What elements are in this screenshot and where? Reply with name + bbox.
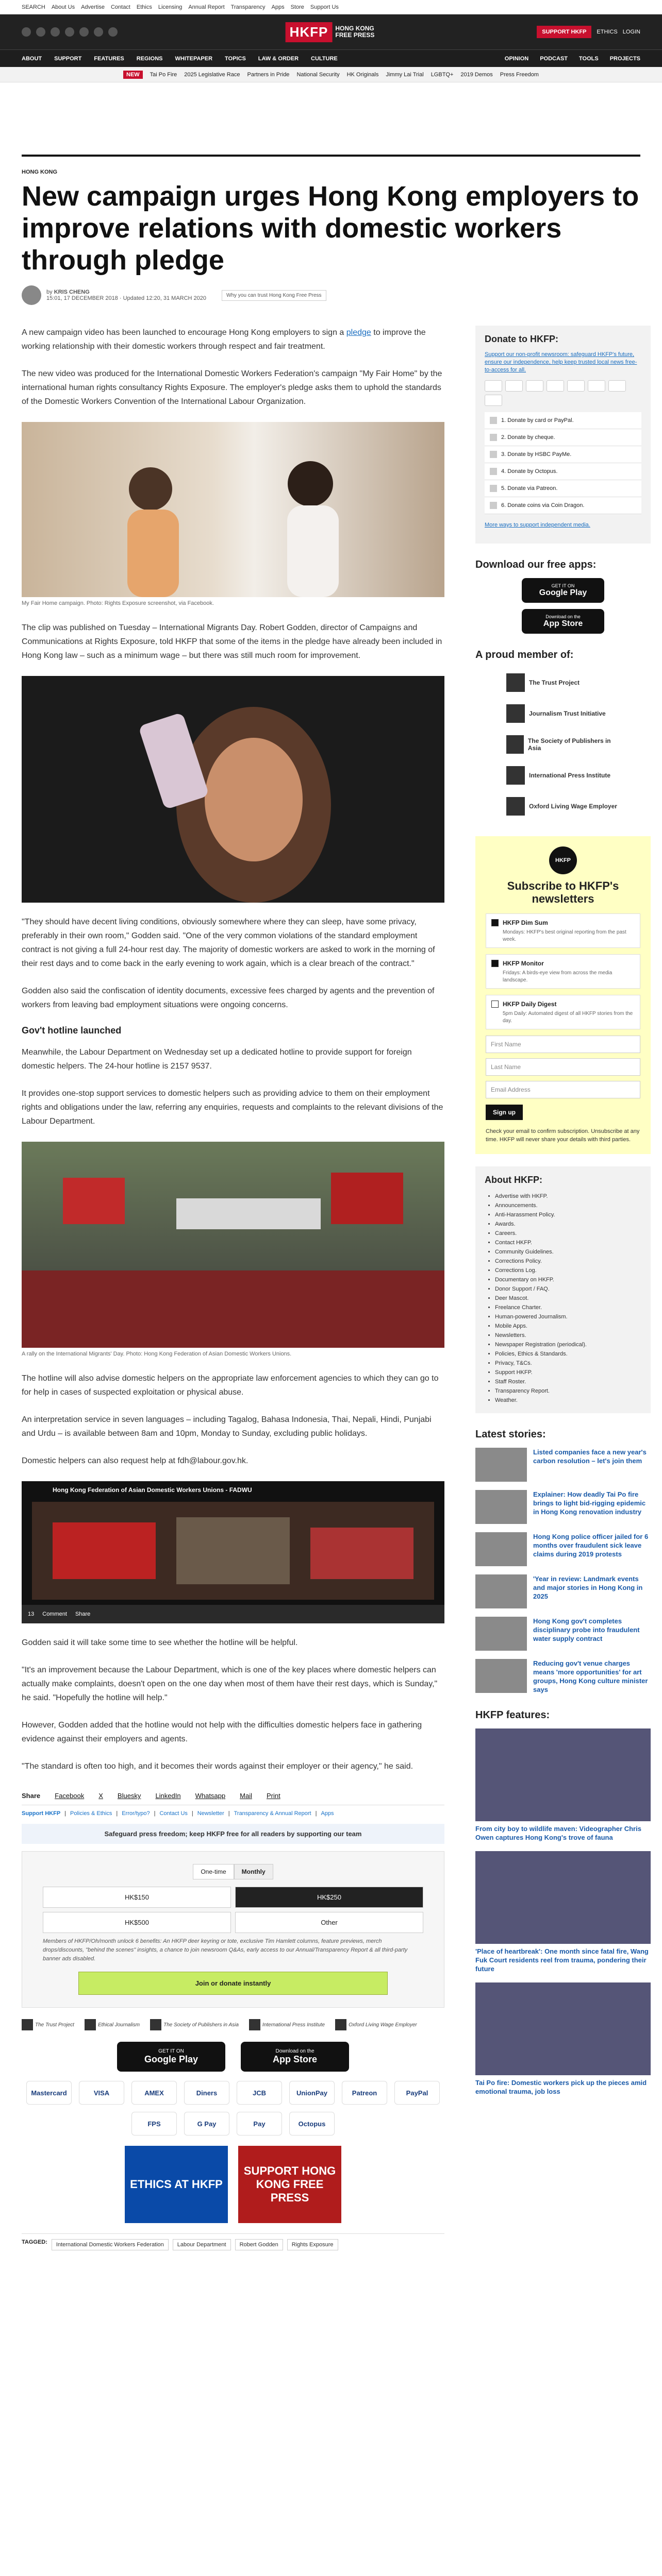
divider: | xyxy=(228,1810,230,1817)
about-link[interactable]: • Advertise with HKFP. xyxy=(495,1192,641,1201)
about-box xyxy=(475,1166,651,1413)
press-icon xyxy=(335,2019,346,2030)
newsletter-desc: Fridays: A birds-eye view from across the media landscape. xyxy=(503,970,613,983)
top-bar xyxy=(0,0,662,14)
about-link[interactable]: • Documentary on HKFP. xyxy=(495,1275,641,1284)
newsletter-desc: 5pm Daily: Automated digest of all HKFP stories from the day. xyxy=(503,1011,633,1024)
newsletter-name: HKFP Monitor xyxy=(503,960,544,967)
topbar-link[interactable]: Transparency xyxy=(230,4,266,10)
paragraph: Domestic helpers can also request help at fdh@labour.gov.hk. xyxy=(22,1456,249,1465)
story-title[interactable]: Explainer: How deadly Tai Po fire brings to light bid-rigging epidemic in Hong Kong renovation industry xyxy=(533,1490,646,1516)
feature-image[interactable] xyxy=(475,1851,651,1944)
store-badge[interactable] xyxy=(117,2042,225,2072)
paragraph: The new video was produced for the International Domestic Workers Federation's campaign "My Fair Home" by the international human rights consultancy Rights Exposure. The employer's pledge asks them to uphold the standards of the Domestic Workers Convention of the International Labour Organization. xyxy=(22,369,442,406)
about-link[interactable]: • Policies, Ethics & Standards. xyxy=(495,1349,641,1359)
feature-image[interactable] xyxy=(475,1728,651,1821)
about-link[interactable]: • Careers. xyxy=(495,1229,641,1238)
google-play-badge[interactable]: GET IT ON Google Play xyxy=(522,578,604,603)
divider: | xyxy=(315,1810,317,1817)
nav-item[interactable]: PROJECTS xyxy=(609,56,640,62)
newsletter-title: Subscribe to HKFP's newsletters xyxy=(507,879,619,905)
method-label: 1. Donate by card or PayPal. xyxy=(501,417,574,423)
topbar-link[interactable]: Advertise xyxy=(81,4,105,10)
paragraph: Godden said it will take some time to see whether the hotline will be helpful. xyxy=(22,1638,298,1647)
donate-note: Members of HKFP/Oh/month unlock 6 benefits: An HKFP deer keyring or tote, exclusive Tim Hamlett columns, feature previews, merch drops/discounts, "behind the scenes" insights, a chance to join newsroom Q&As, early access to our Annual/Transparency Report & all third-party banner ads disabled. xyxy=(43,1938,408,1962)
footer-link[interactable]: Apps xyxy=(321,1810,334,1817)
feature-title[interactable]: Tai Po fire: Domestic workers pick up the pieces amid emotional trauma, job loss xyxy=(475,2079,647,2095)
photo-caption: A rally on the International Migrants' Day. Photo: Hong Kong Federation of Asian Domestic Workers Unions. xyxy=(22,1351,292,1357)
article-dates: 15:01, 17 DECEMBER 2018 · Updated 12:20, 31 MARCH 2020 xyxy=(46,295,207,301)
footer-link[interactable]: Policies & Ethics xyxy=(70,1810,112,1817)
article-photo-2 xyxy=(22,1142,444,1348)
story-thumb xyxy=(475,1532,527,1566)
story-title[interactable]: 'Year in review: Landmark events and major stories in Hong Kong in 2025 xyxy=(533,1575,643,1600)
nav-item[interactable]: CULTURE xyxy=(311,56,338,62)
site-logo[interactable] xyxy=(286,22,377,42)
woman-phone-image xyxy=(22,676,444,903)
topbar-link[interactable]: Support Us xyxy=(310,4,339,10)
method-icon xyxy=(490,417,497,424)
footer-link[interactable]: Transparency & Annual Report xyxy=(234,1810,311,1817)
amex-icon xyxy=(526,380,543,392)
share-link[interactable]: Facebook xyxy=(55,1792,85,1800)
ethics-link[interactable]: ETHICS xyxy=(597,29,618,35)
payment-logo: VISA xyxy=(79,2081,124,2105)
member-logo[interactable] xyxy=(506,797,620,816)
story-title[interactable]: Listed companies face a new year's carbon resolution – let's join them xyxy=(533,1448,647,1465)
logo-mark: HKFP xyxy=(286,22,333,42)
press-name: The Trust Project xyxy=(35,2022,74,2028)
support-banner[interactable]: SUPPORT HONG KONG FREE PRESS xyxy=(238,2146,341,2223)
story-thumb xyxy=(475,1574,527,1608)
press-icon xyxy=(150,2019,161,2030)
divider: | xyxy=(191,1810,193,1817)
about-link[interactable]: • Awards. xyxy=(495,1219,641,1229)
donate-method[interactable] xyxy=(485,446,641,463)
footer-link[interactable]: Newsletter xyxy=(197,1810,224,1817)
about-link[interactable]: • Anti-Harassment Policy. xyxy=(495,1210,641,1219)
support-hkfp-button[interactable]: SUPPORT HKFP xyxy=(537,26,591,38)
article-title: New campaign urges Hong Kong employers to improve relations with domestic workers through pledge xyxy=(22,181,639,276)
topbar-link[interactable]: Store xyxy=(290,4,304,10)
press-logo[interactable] xyxy=(335,2019,417,2030)
app-store-badge[interactable]: Download on the App Store xyxy=(522,609,604,634)
rally-image xyxy=(22,1142,444,1348)
login-link[interactable]: LOGIN xyxy=(622,29,640,35)
about-link[interactable]: • Privacy, T&Cs. xyxy=(495,1359,641,1368)
latest-story[interactable] xyxy=(475,1490,651,1524)
member-icon xyxy=(506,797,525,816)
method-icon xyxy=(490,434,497,441)
nav-item[interactable]: OPINION xyxy=(504,56,529,62)
press-icon xyxy=(85,2019,96,2030)
about-link[interactable]: • Mobile Apps. xyxy=(495,1321,641,1331)
visa-icon xyxy=(505,380,523,392)
member-icon xyxy=(506,673,525,692)
fb-embed-title: Hong Kong Federation of Asian Domestic Workers Unions - FADWU xyxy=(53,1486,252,1494)
about-link[interactable]: • Newsletters. xyxy=(495,1331,641,1340)
hkfp-badge: HKFP xyxy=(549,846,577,874)
paragraph: However, Godden added that the hotline would not help with the difficulties domestic helpers face in gathering evidence against their employers and agents. xyxy=(22,1721,422,1743)
press-name: International Press Institute xyxy=(262,2022,325,2028)
press-icon xyxy=(22,2019,33,2030)
story-thumb xyxy=(475,1659,527,1693)
press-logo[interactable] xyxy=(150,2019,239,2030)
donate-method[interactable] xyxy=(485,412,641,429)
method-label: 4. Donate by Octopus. xyxy=(501,468,558,474)
footer-link[interactable]: Support HKFP xyxy=(22,1810,61,1817)
nav-item[interactable]: SUPPORT xyxy=(54,56,82,62)
sub-nav xyxy=(0,67,662,82)
about-link[interactable]: • Donor Support / FAQ. xyxy=(495,1284,641,1294)
mastercard-icon xyxy=(485,380,502,392)
topbar-link[interactable]: Licensing xyxy=(158,4,183,10)
two-women-image xyxy=(22,422,444,597)
paypal-icon xyxy=(588,380,605,392)
member-icon xyxy=(506,735,524,754)
feature-title[interactable]: From city boy to wildlife maven: Videographer Chris Owen captures Hong Kong's trove of fauna xyxy=(475,1825,641,1841)
member-name: International Press Institute xyxy=(529,772,611,779)
newsletter-option[interactable] xyxy=(486,995,640,1029)
one-time-tab[interactable]: One-time xyxy=(193,1864,234,1879)
payment-logo: Patreon xyxy=(342,2081,387,2105)
paragraph: "They should have decent living conditions, obviously somewhere where they can sleep, have some privacy, preferably in their own room," Godden said. "One of the very common violations of the standard employment contract is not giving a full 24-hour rest day. The majority of domestic workers are asked to work in the morning of their rest days and to come back in the early evening to work again, which is a clear breach of the contract." xyxy=(22,918,435,968)
promo-banners xyxy=(22,2146,444,2223)
member-icon xyxy=(506,704,525,723)
store-small: GET IT ON xyxy=(158,2048,184,2054)
latest-story[interactable] xyxy=(475,1617,651,1651)
share-link: Share xyxy=(22,1792,41,1800)
jcb-icon xyxy=(547,380,564,392)
amount-option[interactable]: HK$500 xyxy=(43,1912,231,1933)
payment-logo: FPS xyxy=(131,2112,177,2136)
donate-desc[interactable]: Support our non-profit newsroom: safeguard HKFP's future, ensure our independence, help keep trusted local news free-to-access for all. xyxy=(485,351,637,373)
member-name: Journalism Trust Initiative xyxy=(529,710,606,717)
about-link[interactable]: • Corrections Policy. xyxy=(495,1257,641,1266)
press-name: The Society of Publishers in Asia xyxy=(163,2022,239,2028)
article-footer-links xyxy=(22,1805,444,1822)
tag-link[interactable]: Robert Godden xyxy=(235,2239,283,2250)
member-name: The Trust Project xyxy=(529,679,580,686)
author-prefix: by xyxy=(46,289,53,295)
feature-image[interactable] xyxy=(475,1982,651,2075)
about-link[interactable]: • Contact HKFP. xyxy=(495,1238,641,1247)
press-logo[interactable] xyxy=(249,2019,325,2030)
member-logo[interactable] xyxy=(506,766,620,785)
story-thumb xyxy=(475,1617,527,1651)
member-list xyxy=(475,668,651,821)
story-thumb xyxy=(475,1448,527,1482)
divider: | xyxy=(116,1810,118,1817)
tag-list xyxy=(22,2233,444,2250)
nav-item[interactable]: TOPICS xyxy=(225,56,246,62)
nav-item[interactable]: PODCAST xyxy=(540,56,568,62)
instagram-icon[interactable] xyxy=(51,27,60,37)
logo-text: HONG KONG FREE PRESS xyxy=(335,25,375,39)
paragraph: Godden also said the confiscation of identity documents, excessive fees charged by agents and the prevention of workers from leaving bad employment situations were ongoing concerns. xyxy=(22,987,435,1009)
subnav-link[interactable]: 2025 Legislative Race xyxy=(184,72,240,78)
payment-logo: G Pay xyxy=(184,2112,229,2136)
donate-widget xyxy=(475,326,651,544)
nav-item[interactable]: ABOUT xyxy=(22,56,42,62)
share-link[interactable]: Bluesky xyxy=(117,1792,141,1800)
store-name: Google Play xyxy=(144,2054,198,2064)
tag-link[interactable]: International Domestic Workers Federation xyxy=(52,2239,169,2250)
author-name[interactable]: KRIS CHENG xyxy=(54,289,90,295)
more-ways-link[interactable]: More ways to support independent media. xyxy=(485,522,590,528)
latest-story[interactable] xyxy=(475,1448,651,1482)
latest-story[interactable] xyxy=(475,1659,651,1694)
latest-title: Latest stories: xyxy=(475,1429,546,1440)
rss-icon[interactable] xyxy=(108,27,118,37)
press-name: Ethical Journalism xyxy=(97,2022,140,2028)
bluesky-icon[interactable] xyxy=(65,27,74,37)
newsletter-option[interactable] xyxy=(486,954,640,989)
share-link[interactable]: Mail xyxy=(240,1792,252,1800)
subnav-link[interactable]: HK Originals xyxy=(346,72,379,78)
fb-share-button[interactable]: Share xyxy=(75,1611,91,1617)
subnav-link[interactable]: Partners in Pride xyxy=(247,72,290,78)
subnav-link[interactable]: Press Freedom xyxy=(500,72,539,78)
method-label: 2. Donate by cheque. xyxy=(501,434,555,440)
site-header xyxy=(0,14,662,49)
divider: | xyxy=(154,1810,156,1817)
method-icon xyxy=(490,451,497,458)
share-link[interactable]: Print xyxy=(266,1792,280,1800)
about-link[interactable]: • Human-powered Journalism. xyxy=(495,1312,641,1321)
about-link[interactable]: • Staff Roster. xyxy=(495,1377,641,1386)
store-name: App Store xyxy=(272,2054,317,2064)
newsletter-name: HKFP Daily Digest xyxy=(503,1001,557,1008)
subnav-link[interactable]: 2019 Demos xyxy=(460,72,493,78)
about-link[interactable]: • Freelance Charter. xyxy=(495,1303,641,1312)
newsletter-name: HKFP Dim Sum xyxy=(503,919,548,926)
footer-link[interactable]: Contact Us xyxy=(159,1810,188,1817)
gpay-icon xyxy=(485,395,502,406)
article-body xyxy=(22,326,444,2250)
subnav-link[interactable]: Jimmy Lai Trial xyxy=(386,72,424,78)
tag-link[interactable]: Rights Exposure xyxy=(287,2239,338,2250)
member-logo[interactable] xyxy=(506,673,620,692)
story-title[interactable]: Reducing gov't venue charges means 'more opportunities' for art groups, Hong Kong culture minister says xyxy=(533,1659,648,1693)
sidebar xyxy=(475,326,651,2250)
fb-embed-image xyxy=(22,1481,444,1605)
email-input[interactable]: Email Address xyxy=(486,1081,640,1098)
method-icon xyxy=(490,485,497,492)
unionpay-icon xyxy=(567,380,585,392)
pledge-link[interactable]: pledge xyxy=(346,328,371,337)
donate-method[interactable] xyxy=(485,463,641,480)
member-logo[interactable] xyxy=(506,704,620,723)
features-title: HKFP features: xyxy=(475,1709,550,1721)
paragraph: It provides one-stop support services to domestic helpers such as providing advice to them on their employment rights and obligations under the law, referring any enquiries, requests and complaints to the relevant divisions of the Labour Department. xyxy=(22,1089,443,1126)
about-link[interactable]: • Community Guidelines. xyxy=(495,1247,641,1257)
press-memberships xyxy=(22,2019,444,2030)
new-badge: NEW xyxy=(123,71,143,79)
fps-icon xyxy=(608,380,626,392)
story-title[interactable]: Hong Kong gov't completes disciplinary probe into fraudulent water supply contract xyxy=(533,1617,640,1642)
about-link[interactable]: • Transparency Report. xyxy=(495,1386,641,1396)
social-icons xyxy=(22,27,118,37)
payment-methods xyxy=(22,2081,444,2136)
latest-story[interactable] xyxy=(475,1532,651,1566)
amount-option[interactable]: HK$150 xyxy=(43,1887,231,1908)
payment-logo: Octopus xyxy=(289,2112,335,2136)
tagged-label: TAGGED: xyxy=(22,2239,47,2245)
newsletter-checkbox[interactable] xyxy=(491,960,499,967)
last-name-input[interactable]: Last Name xyxy=(486,1058,640,1076)
subnav-link[interactable]: LGBTQ+ xyxy=(431,72,454,78)
topbar-link[interactable]: About Us xyxy=(51,4,75,10)
fb-comment-button[interactable]: Comment xyxy=(42,1611,67,1617)
trust-link[interactable]: Why you can trust Hong Kong Free Press xyxy=(222,290,326,301)
newsletter-checkbox[interactable] xyxy=(491,919,499,926)
search-link[interactable]: SEARCH xyxy=(22,4,45,10)
footer-link[interactable]: Error/typo? xyxy=(122,1810,150,1817)
nav-item[interactable]: LAW & ORDER xyxy=(258,56,299,62)
member-icon xyxy=(506,766,525,785)
donate-title: Donate to HKFP: xyxy=(485,334,558,344)
article-kicker[interactable]: HONG KONG xyxy=(22,169,58,175)
nav-item[interactable]: WHITEPAPER xyxy=(175,56,213,62)
card-logos xyxy=(485,380,641,406)
tag-link[interactable]: Labour Department xyxy=(173,2239,231,2250)
story-title[interactable]: Hong Kong police officer jailed for 6 months over fraudulent sick leave claims during 2019 protests xyxy=(533,1533,649,1558)
share-row xyxy=(22,1787,444,1805)
donate-method[interactable] xyxy=(485,497,641,514)
share-link[interactable]: LinkedIn xyxy=(155,1792,181,1800)
press-logo[interactable] xyxy=(22,2019,74,2030)
subnav-link[interactable]: National Security xyxy=(296,72,340,78)
byline xyxy=(22,285,640,305)
member-logo[interactable] xyxy=(506,735,620,754)
story-thumb xyxy=(475,1490,527,1524)
method-icon xyxy=(490,502,497,509)
facebook-embed-footer xyxy=(22,1605,444,1623)
photo-caption: My Fair Home campaign. Photo: Rights Exposure screenshot, via Facebook. xyxy=(22,600,214,606)
member-name: The Society of Publishers in Asia xyxy=(527,737,611,752)
safeguard-banner[interactable]: Safeguard press freedom; keep HKFP free for all readers by supporting our team xyxy=(22,1824,444,1844)
topbar-link[interactable]: Annual Report xyxy=(188,4,225,10)
payment-logo: AMEX xyxy=(131,2081,177,2105)
article-photo-1 xyxy=(22,422,444,597)
payment-logo: Diners xyxy=(184,2081,229,2105)
about-link[interactable]: • Announcements. xyxy=(495,1201,641,1210)
main-nav xyxy=(0,49,662,67)
store-badge[interactable] xyxy=(241,2042,349,2072)
share-link[interactable]: X xyxy=(98,1792,103,1800)
about-link[interactable]: • Support HKFP. xyxy=(495,1368,641,1377)
newsletter-desc: Mondays: HKFP's best original reporting from the past week. xyxy=(503,929,626,942)
donate-box xyxy=(22,1851,444,2008)
nav-item[interactable]: REGIONS xyxy=(136,56,163,62)
amount-option[interactable]: Other xyxy=(235,1912,423,1933)
newsletter-option[interactable] xyxy=(486,913,640,948)
nav-item[interactable]: FEATURES xyxy=(94,56,124,62)
author-avatar xyxy=(22,285,41,305)
divider: | xyxy=(64,1810,67,1817)
video-still[interactable] xyxy=(22,676,444,903)
x-icon[interactable] xyxy=(36,27,45,37)
feature-title[interactable]: 'Place of heartbreak': One month since fatal fire, Wang Fuk Court residents reel from trauma, pondering their future xyxy=(475,1947,649,1973)
ethics-banner[interactable]: ETHICS AT HKFP xyxy=(125,2146,228,2223)
linkedin-icon[interactable] xyxy=(94,27,103,37)
join-donate-button[interactable]: Join or donate instantly xyxy=(78,1972,388,1995)
press-name: Oxford Living Wage Employer xyxy=(349,2022,417,2028)
about-link[interactable]: • Newspaper Registration (periodical). xyxy=(495,1340,641,1349)
top-rule xyxy=(22,155,640,157)
amount-option-selected[interactable]: HK$250 xyxy=(235,1887,423,1908)
monthly-tab[interactable]: Monthly xyxy=(234,1864,273,1879)
newsletter-box xyxy=(475,836,651,1154)
about-link[interactable]: • Deer Mascot. xyxy=(495,1294,641,1303)
topbar-link[interactable]: Ethics xyxy=(136,4,152,10)
paragraph: An interpretation service in seven languages – including Tagalog, Bahasa Indonesia, Thai, Nepali, Hindi, Punjabi and Urdu – is available between 8am and 10pm, Monday to Sunday, excluding public holidays. xyxy=(22,1415,432,1438)
donate-method[interactable] xyxy=(485,429,641,446)
payment-logo: UnionPay xyxy=(289,2081,335,2105)
first-name-input[interactable]: First Name xyxy=(486,1036,640,1053)
fb-like-count[interactable]: 13 xyxy=(28,1611,35,1617)
topbar-link[interactable]: Apps xyxy=(271,4,285,10)
paragraph: "It's an improvement because the Labour Department, which is one of the key places where domestic helpers can actually make complaints, doesn't open on the one day when most of them have their rest days, which is Sunday," he said. "Hopefully the hotline will help." xyxy=(22,1666,438,1702)
newsletter-note: Check your email to confirm subscription. Unsubscribe at any time. HKFP will never share your details with third parties. xyxy=(486,1128,640,1143)
method-label: 5. Donate via Patreon. xyxy=(501,485,558,492)
newsletter-checkbox[interactable] xyxy=(491,1001,499,1008)
latest-story[interactable] xyxy=(475,1574,651,1608)
store-small: Download on the xyxy=(275,2048,315,2054)
youtube-icon[interactable] xyxy=(79,27,89,37)
subnav-link[interactable]: Tai Po Fire xyxy=(150,72,177,78)
press-icon xyxy=(249,2019,260,2030)
paragraph: The hotline will also advise domestic helpers on the appropriate law enforcement agencies to which they can go to for help in cases of suspected exploitation or physical abuse. xyxy=(22,1374,439,1397)
about-link[interactable]: • Weather. xyxy=(495,1396,641,1405)
paragraph: The clip was published on Tuesday – International Migrants Day. Robert Godden, director of Campaigns and Communications at Rights Exposure, told HKFP that some of the items in the pledge have already been included in Hong Kong law – such as a minimum wage – but there was still much room for improvement. xyxy=(22,623,442,660)
method-label: 3. Donate by HSBC PayMe. xyxy=(501,451,572,457)
share-link[interactable]: Whatsapp xyxy=(195,1792,226,1800)
facebook-embed[interactable] xyxy=(22,1481,444,1605)
press-logo[interactable] xyxy=(85,2019,140,2030)
paragraph: Meanwhile, the Labour Department on Wednesday set up a dedicated hotline to provide support for foreign domestic helpers. The 24-hour hotline is 2157 9537. xyxy=(22,1048,412,1071)
member-title: A proud member of: xyxy=(475,649,574,660)
apps-title: Download our free apps: xyxy=(475,559,597,570)
topbar-link[interactable]: Contact xyxy=(110,4,130,10)
method-icon xyxy=(490,468,497,475)
section-heading: Gov't hotline launched xyxy=(22,1025,122,1036)
nav-item[interactable]: TOOLS xyxy=(579,56,599,62)
payment-logo: JCB xyxy=(237,2081,282,2105)
app-store-row xyxy=(22,2042,444,2072)
payment-logo: Mastercard xyxy=(26,2081,72,2105)
donate-method[interactable] xyxy=(485,480,641,497)
about-title: About HKFP: xyxy=(485,1175,542,1185)
method-label: 6. Donate coins via Coin Dragon. xyxy=(501,502,585,509)
about-link[interactable]: • Corrections Log. xyxy=(495,1266,641,1275)
signup-button[interactable]: Sign up xyxy=(486,1105,523,1120)
facebook-icon[interactable] xyxy=(22,27,31,37)
payment-logo: Pay xyxy=(237,2112,282,2136)
paragraph: "The standard is often too high, and it becomes their words against their employer or their agency," he said. xyxy=(22,1762,413,1771)
member-name: Oxford Living Wage Employer xyxy=(529,803,617,810)
payment-logo: PayPal xyxy=(394,2081,440,2105)
paragraph: A new campaign video has been launched to encourage Hong Kong employers to sign a pledge to improve the working relationship with their domestic workers through respect and fair treatment. xyxy=(22,328,426,351)
